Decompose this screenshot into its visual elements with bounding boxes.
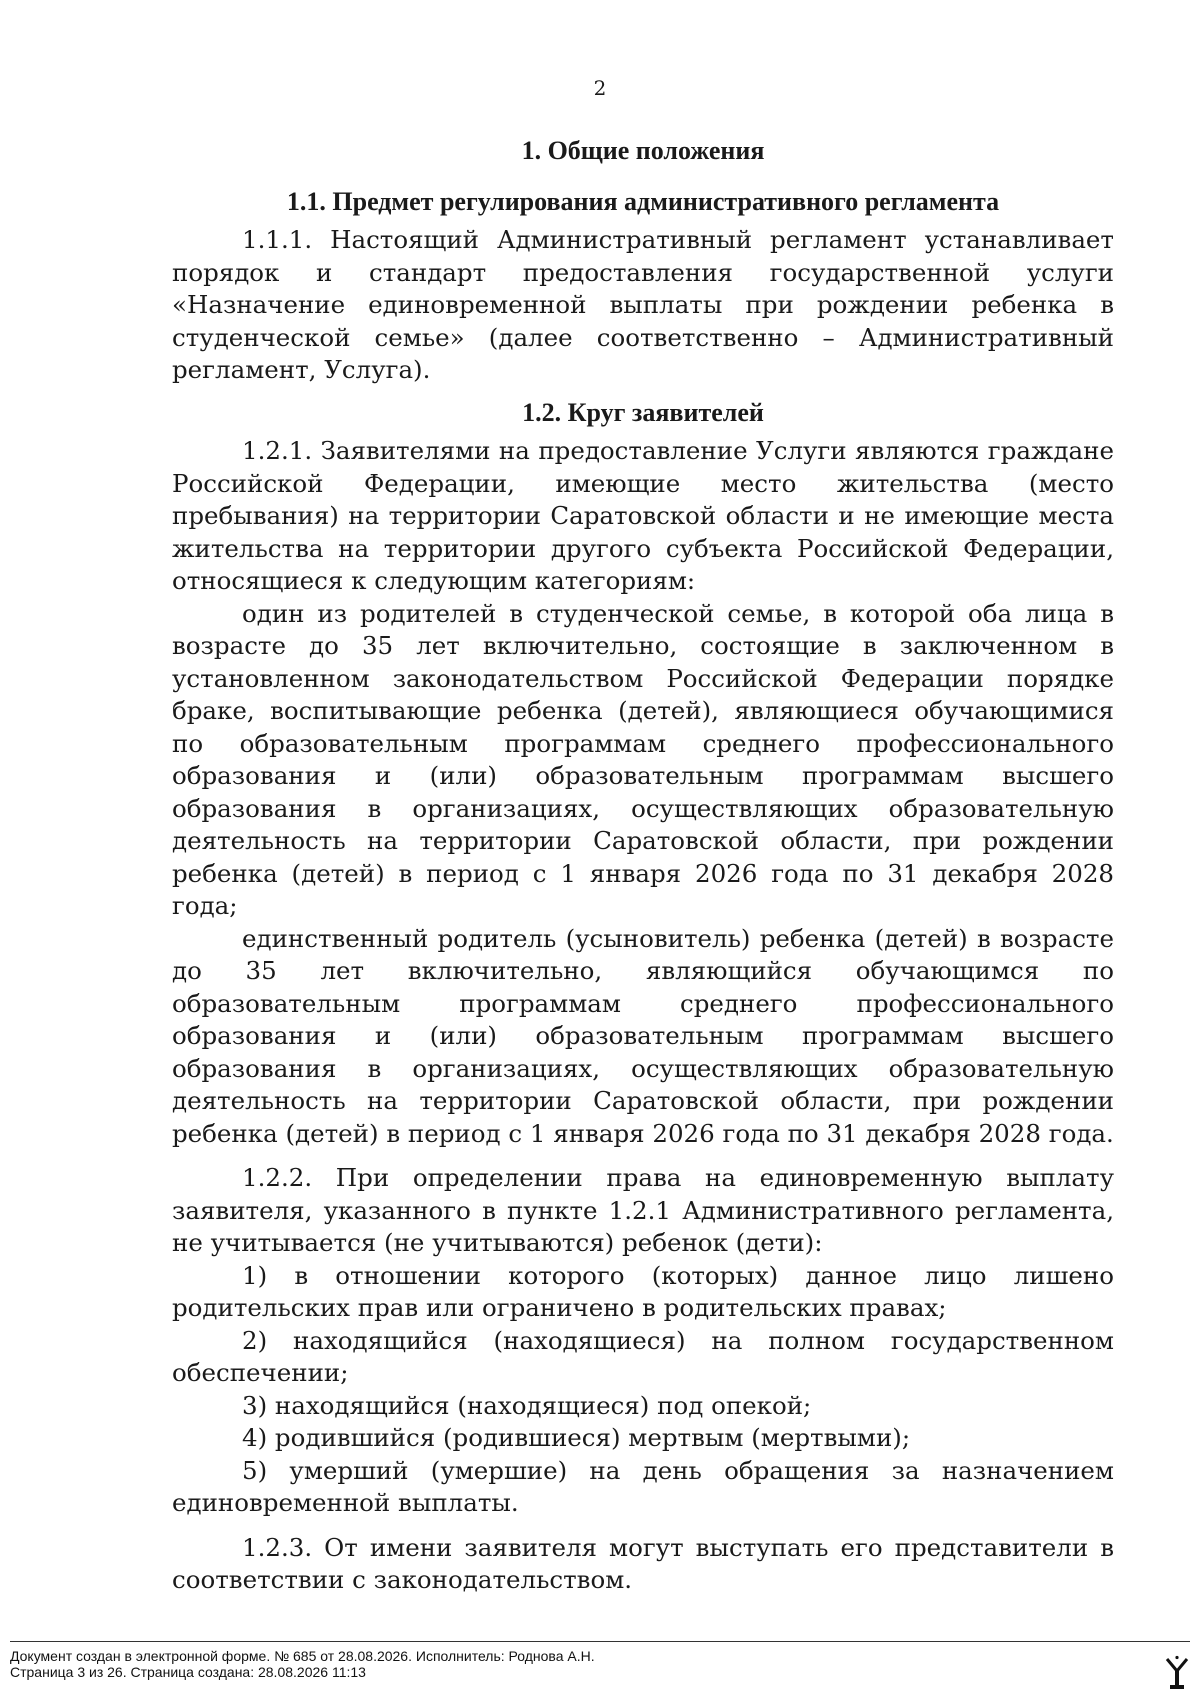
saratov-emblem-icon xyxy=(1164,1655,1190,1691)
paragraph-1-2-1: 1.2.1. Заявителями на предоставление Услуги являются граждане Российской Федерации, имеющие место жительства (место пребывания) на территории Саратовской области и не имеющие места жительства на территории другого субъекта Российской Федерации, относящиеся к следующим категориям: xyxy=(172,436,1114,595)
paragraph-1-2-3: 1.2.3. От имени заявителя могут выступать его представители в соответствии с законодательством. xyxy=(172,1532,1114,1594)
paragraph-1-1-1: 1.1.1. Настоящий Административный регламент устанавливает порядок и стандарт предоставления государственной услуги «Назначение единовременной выплаты при рождении ребенка в студенческой семье» (далее соответственно – Административный регламент, Услуга). xyxy=(172,225,1114,384)
footer-line-2: Страница 3 из 26. Страница создана: 28.08.2026 11:13 xyxy=(10,1664,366,1680)
page-number: 2 xyxy=(593,76,607,100)
document-footer xyxy=(10,1641,1190,1680)
document-body xyxy=(172,135,1114,1597)
list-item: 5) умерший (умершие) на день обращения за назначением единовременной выплаты. xyxy=(172,1455,1114,1517)
list-item: 4) родившийся (родившиеся) мертвым (мертвыми); xyxy=(242,1423,911,1452)
paragraph-category-2: единственный родитель (усыновитель) ребенка (детей) в возрасте до 35 лет включительно, являющийся обучающимся по образовательным программам среднего профессионального образования и (или) образовательным программам высшего образования в организациях, осуществляющих образовательную деятельность на территории Саратовской области, при рождении ребенка (детей) в период с 1 января 2026 года по 31 декабря 2028 года. xyxy=(172,923,1114,1148)
subsection-heading-subject: 1.1. Предмет регулирования административного регламента xyxy=(286,186,1000,216)
list-item: 2) находящийся (находящиеся) на полном государственном обеспечении; xyxy=(172,1325,1114,1387)
paragraph-1-2-2: 1.2.2. При определении права на единовременную выплату заявителя, указанного в пункте 1.2.1 Административного регламента, не учитывается (не учитываются) ребенок (дети): xyxy=(172,1163,1114,1257)
footer-line-1: Документ создан в электронной форме. № 685 от 28.08.2026. Исполнитель: Роднова А.Н. xyxy=(10,1648,595,1664)
section-heading-general: 1. Общие положения xyxy=(521,136,765,165)
paragraph-category-1: один из родителей в студенческой семье, в которой оба лица в возрасте до 35 лет включительно, состоящие в заключенном в установленном законодательством Российской Федерации порядке браке, воспитывающие ребенка (детей), являющиеся обучающимися по образовательным программам среднего профессионального образования и (или) образовательным программам высшего образования в организациях, осуществляющих образовательную деятельность на территории Саратовской области, при рождении ребенка (детей) в период с 1 января 2026 года по 31 декабря 2028 года; xyxy=(172,598,1114,920)
list-item: 1) в отношении которого (которых) данное лицо лишено родительских прав или ограничено в родительских правах; xyxy=(172,1260,1114,1322)
subsection-heading-applicants: 1.2. Круг заявителей xyxy=(522,397,764,427)
list-item: 3) находящийся (находящиеся) под опекой; xyxy=(242,1390,812,1420)
